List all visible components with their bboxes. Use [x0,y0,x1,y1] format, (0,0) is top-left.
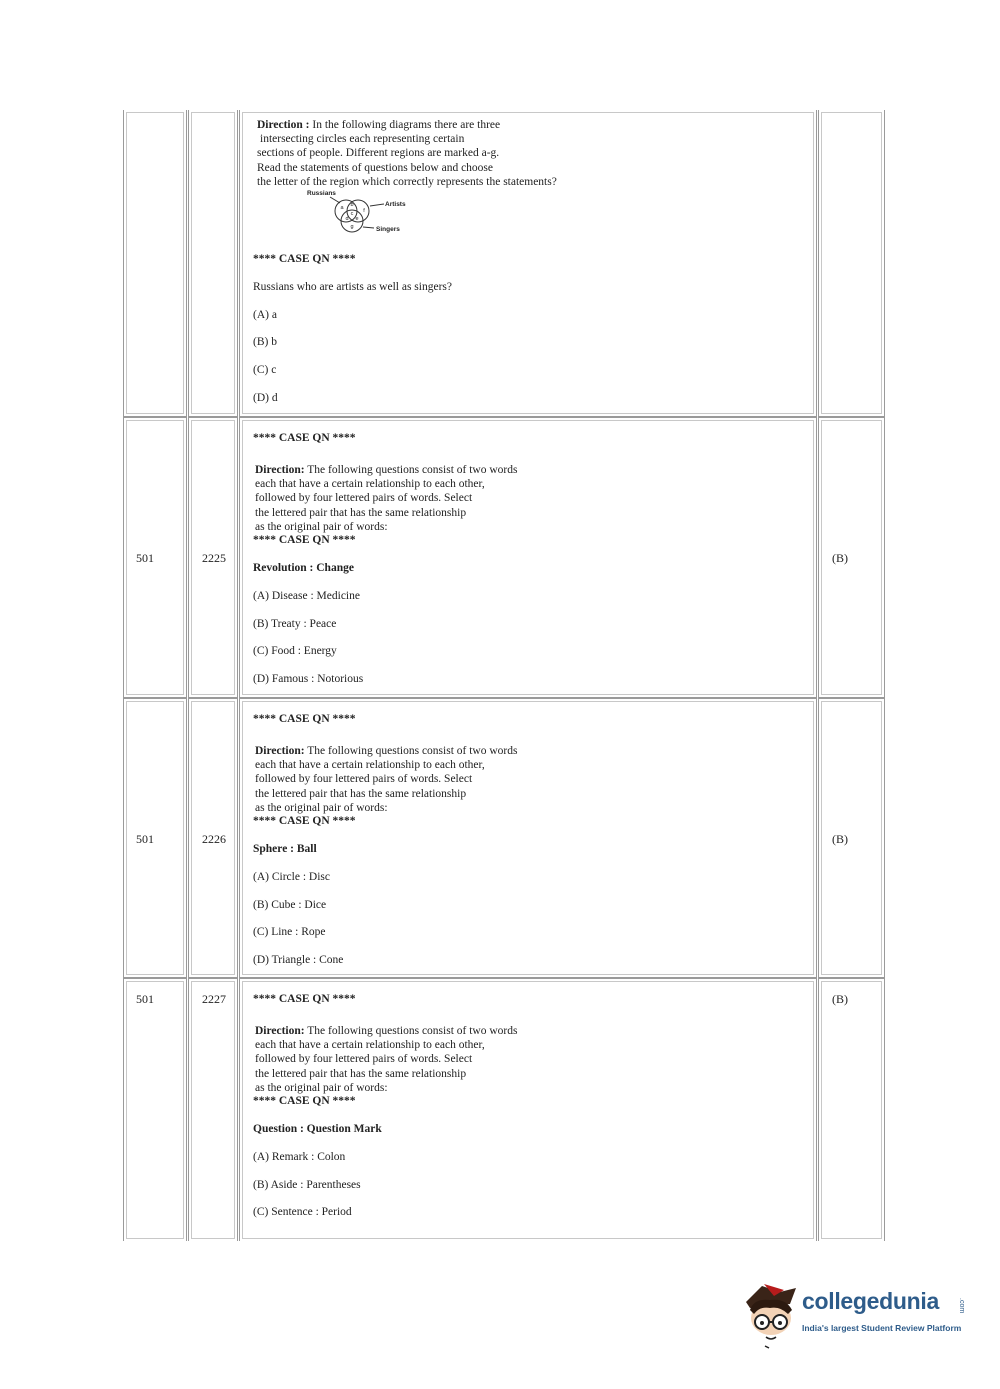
direction-text: sections of people. Different regions are marked a-g. [257,147,500,160]
question-number-cell [188,110,238,417]
direction-text: the letter of the region which correctly represents the statements? [257,175,557,188]
question-cell [239,110,817,417]
direction-text: each that have a certain relationship to each other, [255,759,485,772]
table-row [123,698,885,978]
case-qn-marker: **** CASE QN **** [253,713,356,725]
direction-text: the lettered pair that has the same relationship [255,1067,467,1080]
direction-label: Direction: [255,1025,305,1037]
answer-key: (B) [832,992,848,1006]
venn-label: Singers [376,226,400,233]
logo-tagline: India's largest Student Review Platform [802,1323,962,1333]
qp-code-cell [123,978,187,1241]
question-text: Question : Question Mark [253,1123,382,1135]
case-qn-marker: **** CASE QN **** [253,993,356,1005]
case-qn-marker: **** CASE QN **** [253,432,356,444]
case-qn-marker: **** CASE QN **** [253,815,356,827]
venn-region: f [363,208,365,214]
question-number-cell [188,978,238,1241]
option-b: (B) Cube : Dice [253,899,327,911]
question-cell [239,417,817,698]
qp-code: 501 [136,832,154,846]
option-d: (D) Famous : Notorious [253,673,364,685]
case-qn-marker: **** CASE QN **** [253,1095,356,1107]
answer-cell [818,698,885,978]
direction-text: as the original pair of words: [255,1081,388,1094]
direction-text: followed by four lettered pairs of words. Select [255,1053,473,1066]
answer-key: (B) [832,551,848,565]
direction-text: each that have a certain relationship to each other, [255,1039,485,1052]
direction-text: the lettered pair that has the same relationship [255,506,467,519]
answer-key: (B) [832,832,848,846]
venn-label: Russians [307,190,336,197]
direction-text: Read the statements of questions below and choose [257,161,494,174]
direction-text: The following questions consist of two words [304,464,518,476]
option-a: (A) Remark : Colon [253,1151,346,1163]
option-a: (A) Circle : Disc [253,871,330,883]
direction-text: as the original pair of words: [255,520,388,533]
question-number-cell [188,698,238,978]
direction-label: Direction: [255,745,305,757]
direction-text: followed by four lettered pairs of words. Select [255,492,473,505]
table-row [123,110,885,417]
answer-cell [818,978,885,1241]
case-qn-marker: **** CASE QN **** [253,253,356,265]
direction-text: intersecting circles each representing certain [260,133,465,146]
venn-region: g [350,224,354,230]
option-d: (D) Triangle : Cone [253,954,344,966]
venn-diagram [290,190,430,246]
question-number-cell [188,417,238,698]
qp-code: 501 [136,992,154,1006]
option-c: (C) Food : Energy [253,645,337,657]
option-d: (D) d [253,392,278,404]
venn-region: d [345,216,349,222]
option-c: (C) Sentence : Period [253,1206,352,1218]
direction-text: as the original pair of words: [255,801,388,814]
qp-code: 501 [136,551,154,565]
question-cell [239,978,817,1241]
qp-code-cell [123,417,187,698]
qp-code-cell [123,698,187,978]
option-a: (A) Disease : Medicine [253,590,360,602]
question-number: 2225 [202,551,226,565]
label-pointer [370,204,384,206]
qp-code-cell [123,110,187,417]
mascot-icon [740,1280,802,1350]
question-text: Russians who are artists as well as singers? [253,281,452,293]
option-c: (C) Line : Rope [253,926,326,938]
logo-wordmark: collegedunia [802,1288,939,1314]
venn-region: b [350,202,354,208]
direction-text: The following questions consist of two words [304,1025,518,1037]
answer-cell [818,417,885,698]
venn-region: e [355,216,359,222]
direction-text: followed by four lettered pairs of words. Select [255,773,473,786]
label-pointer [330,197,340,203]
option-a: (A) a [253,309,277,321]
direction-text: In the following diagrams there are three [309,119,501,131]
label-pointer [363,227,374,228]
case-qn-marker: **** CASE QN **** [253,534,356,546]
direction-text: The following questions consist of two words [304,745,518,757]
venn-region: a [340,205,344,211]
option-b: (B) Aside : Parentheses [253,1179,361,1191]
table-row [123,417,885,698]
table-row [123,978,885,1241]
question-table [123,110,885,1241]
venn-label: Artists [385,201,406,208]
option-b: (B) b [253,336,277,348]
direction-text: each that have a certain relationship to each other, [255,478,485,491]
question-number: 2227 [202,992,226,1006]
question-number: 2226 [202,832,226,846]
logo-suffix: .com [958,1298,965,1314]
question-text: Revolution : Change [253,562,354,574]
venn-region: c [350,211,354,217]
question-text: Sphere : Ball [253,843,317,855]
option-b: (B) Treaty : Peace [253,618,337,630]
direction-text: the lettered pair that has the same relationship [255,787,467,800]
direction-label: Direction : [257,119,310,131]
option-c: (C) c [253,364,277,376]
collegedunia-logo[interactable] [740,1280,970,1350]
direction-label: Direction: [255,464,305,476]
question-cell [239,698,817,978]
answer-cell [818,110,885,417]
